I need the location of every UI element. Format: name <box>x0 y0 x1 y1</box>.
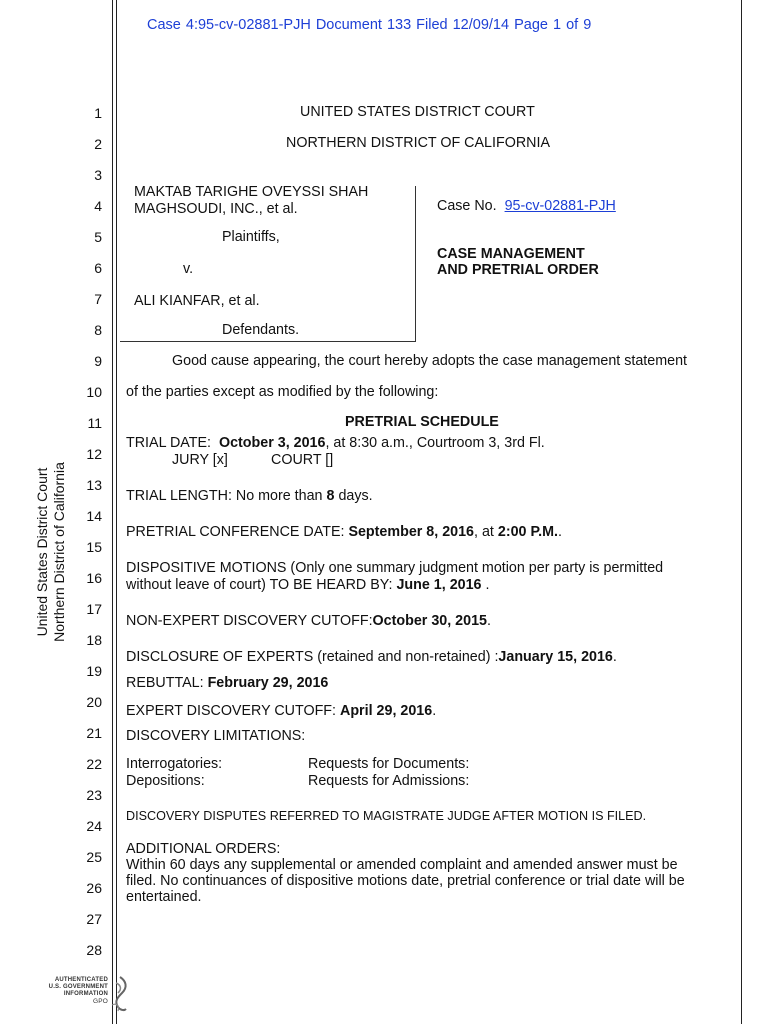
line-number: 24 <box>86 818 102 834</box>
case-number-link[interactable]: 95-cv-02881-PJH <box>504 198 616 214</box>
line-number: 6 <box>94 260 102 276</box>
line-number: 11 <box>87 415 102 431</box>
pretrial-conference-date: September 8, 2016 <box>348 524 475 540</box>
rebuttal-label: REBUTTAL: <box>126 675 204 691</box>
dispositive-motions-label: without leave of court) TO BE HEARD BY: <box>126 577 393 593</box>
additional-orders-line-3: entertained. <box>126 889 202 905</box>
disclosure-label: DISCLOSURE OF EXPERTS (retained and non-retained) : <box>126 649 499 665</box>
gpo-seal-line-2: U.S. GOVERNMENT <box>48 984 108 990</box>
line-number: 25 <box>86 849 102 865</box>
line-number: 9 <box>94 353 102 369</box>
additional-orders-heading: ADDITIONAL ORDERS: <box>126 841 281 857</box>
gpo-seal-text <box>49 977 108 1005</box>
plaintiff-name-line-1: MAKTAB TARIGHE OVEYSSI SHAH <box>134 184 369 200</box>
gpo-seal-line-1: AUTHENTICATED <box>54 977 108 983</box>
line-number: 17 <box>86 601 102 617</box>
pretrial-conference-at: , at <box>474 524 494 540</box>
discovery-disputes: DISCOVERY DISPUTES REFERRED TO MAGISTRATE JUDGE AFTER MOTION IS FILED. <box>126 809 647 823</box>
plaintiffs-label: Plaintiffs, <box>222 229 280 245</box>
pretrial-schedule-heading: PRETRIAL SCHEDULE <box>345 414 499 430</box>
pretrial-conference-end: . <box>558 524 562 540</box>
line-number: 12 <box>86 446 102 462</box>
intro-line-1: Good cause appearing, the court hereby adopts the case management statement <box>172 353 688 369</box>
additional-orders-line-2: filed. No continuances of dispositive motions date, pretrial conference or trial date will be <box>126 873 685 889</box>
additional-orders-line-1: Within 60 days any supplemental or amended complaint and amended answer must be <box>126 857 678 873</box>
line-number: 18 <box>86 632 102 648</box>
line-number: 26 <box>86 880 102 896</box>
line-number: 28 <box>86 942 102 958</box>
line-number: 8 <box>94 322 102 338</box>
page-rule-right <box>741 0 742 1024</box>
court-sidebar-label <box>34 462 68 642</box>
trial-date <box>126 435 545 451</box>
expert-cutoff-end: . <box>432 703 437 719</box>
document-header: Case 4:95-cv-02881-PJH Document 133 Filed 12/09/14 Page 1 of 9 <box>147 17 592 33</box>
jury-option: JURY [x] <box>172 452 228 468</box>
line-number: 7 <box>94 291 102 307</box>
margin-rule-left <box>112 0 113 1024</box>
defendant-name: ALI KIANFAR, et al. <box>134 293 260 309</box>
pretrial-conference-label: PRETRIAL CONFERENCE DATE: <box>126 524 345 540</box>
line-number: 14 <box>86 508 102 524</box>
court-name: UNITED STATES DISTRICT COURT <box>300 104 535 120</box>
discovery-limitations: DISCOVERY LIMITATIONS: <box>126 728 306 744</box>
line-number: 16 <box>86 570 102 586</box>
line-number: 15 <box>86 539 102 555</box>
defendants-label: Defendants. <box>222 322 300 338</box>
line-number: 22 <box>86 756 102 772</box>
sidebar-line-1: United States District Court <box>34 467 50 637</box>
line-number: 13 <box>86 477 102 493</box>
dispositive-motions-line-1: DISPOSITIVE MOTIONS (Only one summary judgment motion per party is permitted <box>126 560 664 576</box>
requests-documents-label: Requests for Documents: <box>308 756 470 772</box>
line-number: 4 <box>94 198 102 214</box>
trial-date-label: TRIAL DATE: <box>126 435 211 451</box>
depositions-label: Depositions: <box>126 773 205 789</box>
line-number: 3 <box>94 167 102 183</box>
dispositive-motions-line-2 <box>126 577 489 593</box>
trial-length-days: 8 <box>326 488 335 504</box>
order-title-line-1: CASE MANAGEMENT <box>437 246 585 262</box>
line-number: 20 <box>86 694 102 710</box>
disclosure-end: . <box>612 649 617 665</box>
expert-cutoff-date: April 29, 2016 <box>340 703 433 719</box>
rebuttal-date: February 29, 2016 <box>207 675 329 691</box>
pretrial-conference-time: 2:00 P.M. <box>497 524 559 540</box>
disclosure-date: January 15, 2016 <box>498 649 613 665</box>
court-option: COURT [] <box>271 452 334 468</box>
line-number: 10 <box>86 384 102 400</box>
interrogatories-label: Interrogatories: <box>126 756 223 772</box>
gpo-authentication-seal <box>42 975 132 1015</box>
order-title-line-2: AND PRETRIAL ORDER <box>437 262 599 278</box>
line-number: 21 <box>86 725 102 741</box>
margin-rule-right <box>116 0 117 1024</box>
pretrial-conference <box>126 524 562 540</box>
gpo-seal-line-3: INFORMATION <box>63 991 108 997</box>
non-expert-cutoff-date: October 30, 2015 <box>372 613 487 629</box>
case-number <box>437 198 616 214</box>
line-number: 19 <box>86 663 102 679</box>
trial-date-value: October 3, 2016 <box>218 435 326 451</box>
expert-cutoff-label: EXPERT DISCOVERY CUTOFF: <box>126 703 337 719</box>
plaintiff-name-line-2: MAGHSOUDI, INC., et al. <box>134 201 298 217</box>
requests-admissions-label: Requests for Admissions: <box>308 773 470 789</box>
line-number: 23 <box>86 787 102 803</box>
court-district: NORTHERN DISTRICT OF CALIFORNIA <box>286 135 550 151</box>
trial-date-details: , at 8:30 a.m., Courtroom 3, 3rd Fl. <box>325 435 545 451</box>
case-number-label: Case No. <box>437 198 497 214</box>
trial-length-unit: days. <box>338 488 373 504</box>
sidebar-line-2: Northern District of California <box>51 462 67 642</box>
non-expert-discovery-cutoff <box>126 613 491 629</box>
line-number: 5 <box>94 229 102 245</box>
eagle-icon <box>106 975 132 1015</box>
line-number: 2 <box>94 136 102 152</box>
expert-discovery-cutoff <box>126 703 436 719</box>
dispositive-motions-end: . <box>481 577 490 593</box>
line-number: 27 <box>86 911 102 927</box>
trial-length-label: TRIAL LENGTH: No more than <box>126 488 323 504</box>
line-number: 1 <box>94 105 102 121</box>
gpo-seal-mark: GPO <box>92 998 108 1005</box>
versus: v. <box>183 261 194 277</box>
disclosure-of-experts <box>126 649 617 665</box>
intro-line-2: of the parties except as modified by the following: <box>126 384 439 400</box>
non-expert-cutoff-end: . <box>487 613 491 629</box>
rebuttal <box>126 675 328 691</box>
non-expert-cutoff-label: NON-EXPERT DISCOVERY CUTOFF: <box>126 613 373 629</box>
trial-length <box>126 488 373 504</box>
dispositive-motions-date: June 1, 2016 <box>396 577 482 593</box>
